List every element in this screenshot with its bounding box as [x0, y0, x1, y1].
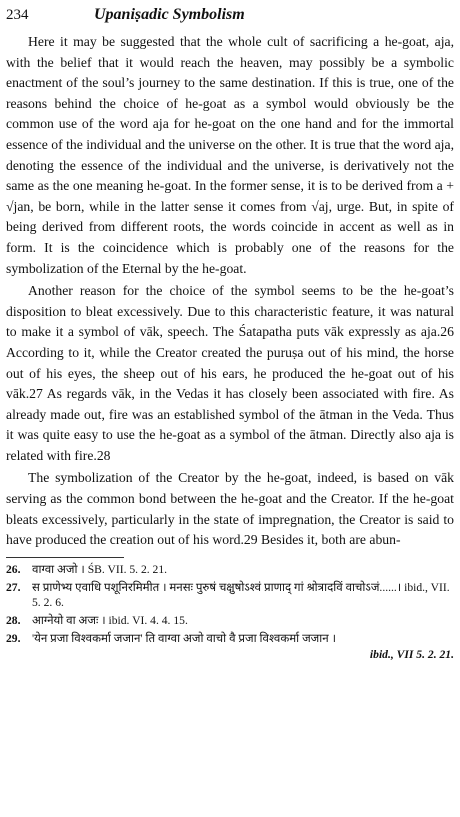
page-header: [6, 6, 454, 28]
footnote-27: [6, 580, 454, 612]
footnote-number: 27.: [6, 580, 21, 594]
paragraph-2: Another reason for the choice of the symbol seems to be the he-goat’s disposition to bleat excessively. Due to this characteristic feature, it was natural to make it a symbol of vāk, speech. The Śatapatha puts vāk expressly as aja.26 According to it, while the Creator created the puruṣa out of his mind, the horse out of his eyes, the sheep out of his ears, he produced the he-goat out of his vāk.27 As regards vāk, in the Vedas it has closely been associated with fire. As already made out, fire was an established symbol of the ātman in the Veda. Thus it was quite easy to use the he-goat as a symbol of the ātman. Directly also aja is related with fire.28: [6, 283, 454, 463]
footnote-text: वाग्वा अजो । ŚB. VII. 5. 2. 21.: [32, 562, 168, 576]
paragraph-3: The symbolization of the Creator by the he-goat, indeed, is based on vāk serving as the common bond between the he-goat and the Creator. If the he-goat bleats excessively, particularly in the state of impregnation, the Creator is said to have produced the creation out of his word.29 Besides it, both are abun-: [6, 470, 454, 548]
body-text: [6, 32, 454, 551]
footnote-body: [32, 631, 454, 663]
footnotes: [6, 562, 454, 663]
footnote-text: स प्राणेभ्य एवाधि पशूनिरमिमीत । मनसः पुरुषं चक्षुषोऽश्वं प्राणाद् गां श्रोत्रादविं वाचोऽजं......। ibid., VII. 5. 2. 6.: [32, 580, 450, 610]
footnote-number: 29.: [6, 632, 21, 646]
paragraph-1: Here it may be suggested that the whole cult of sacrificing a he-goat, aja, with the belief that it would reach the heaven, may possibly be a symbolic enactment of the soul’s journey to the same destination. If this is true, one of the reasons behind the choice of he-goat as a symbol would obviously be the common use of the word aja for he-goat on the one hand and for the immortal essence of the individual and the universe on the other. It is true that the word aja, denoting the essence of the individual and the universe, is derivatively not the same as the one meaning he-goat. In the former sense, it is to be derived from a + √jan, be born, while in the latter sense it comes from √aj, urge. But, in spite of being derived from different roots, the words coincide in accent as well as in form. It is the coincidence which is probably one of the reasons for the symbolization of the Eternal by the he-goat.: [6, 34, 454, 276]
footnote-29: [6, 631, 454, 663]
footnote-number: 28.: [6, 614, 21, 628]
page-number: 234: [6, 7, 29, 23]
footnote-number: 26.: [6, 562, 21, 576]
footnote-divider: [6, 557, 124, 558]
footnote-text: आग्नेयो वा अजः । ibid. VI. 4. 4. 15.: [32, 614, 188, 628]
footnote-26: [6, 562, 454, 578]
footnote-reference: ibid., VII 5. 2. 21.: [369, 647, 454, 661]
footnote-text: 'येन प्रजा विश्वकर्मा जजान' ति वाग्वा अजो वाचो वै प्रजा विश्वकर्मा जजान ।: [32, 632, 337, 646]
running-title: Upaniṣadic Symbolism: [94, 6, 245, 23]
footnote-28: [6, 613, 454, 629]
